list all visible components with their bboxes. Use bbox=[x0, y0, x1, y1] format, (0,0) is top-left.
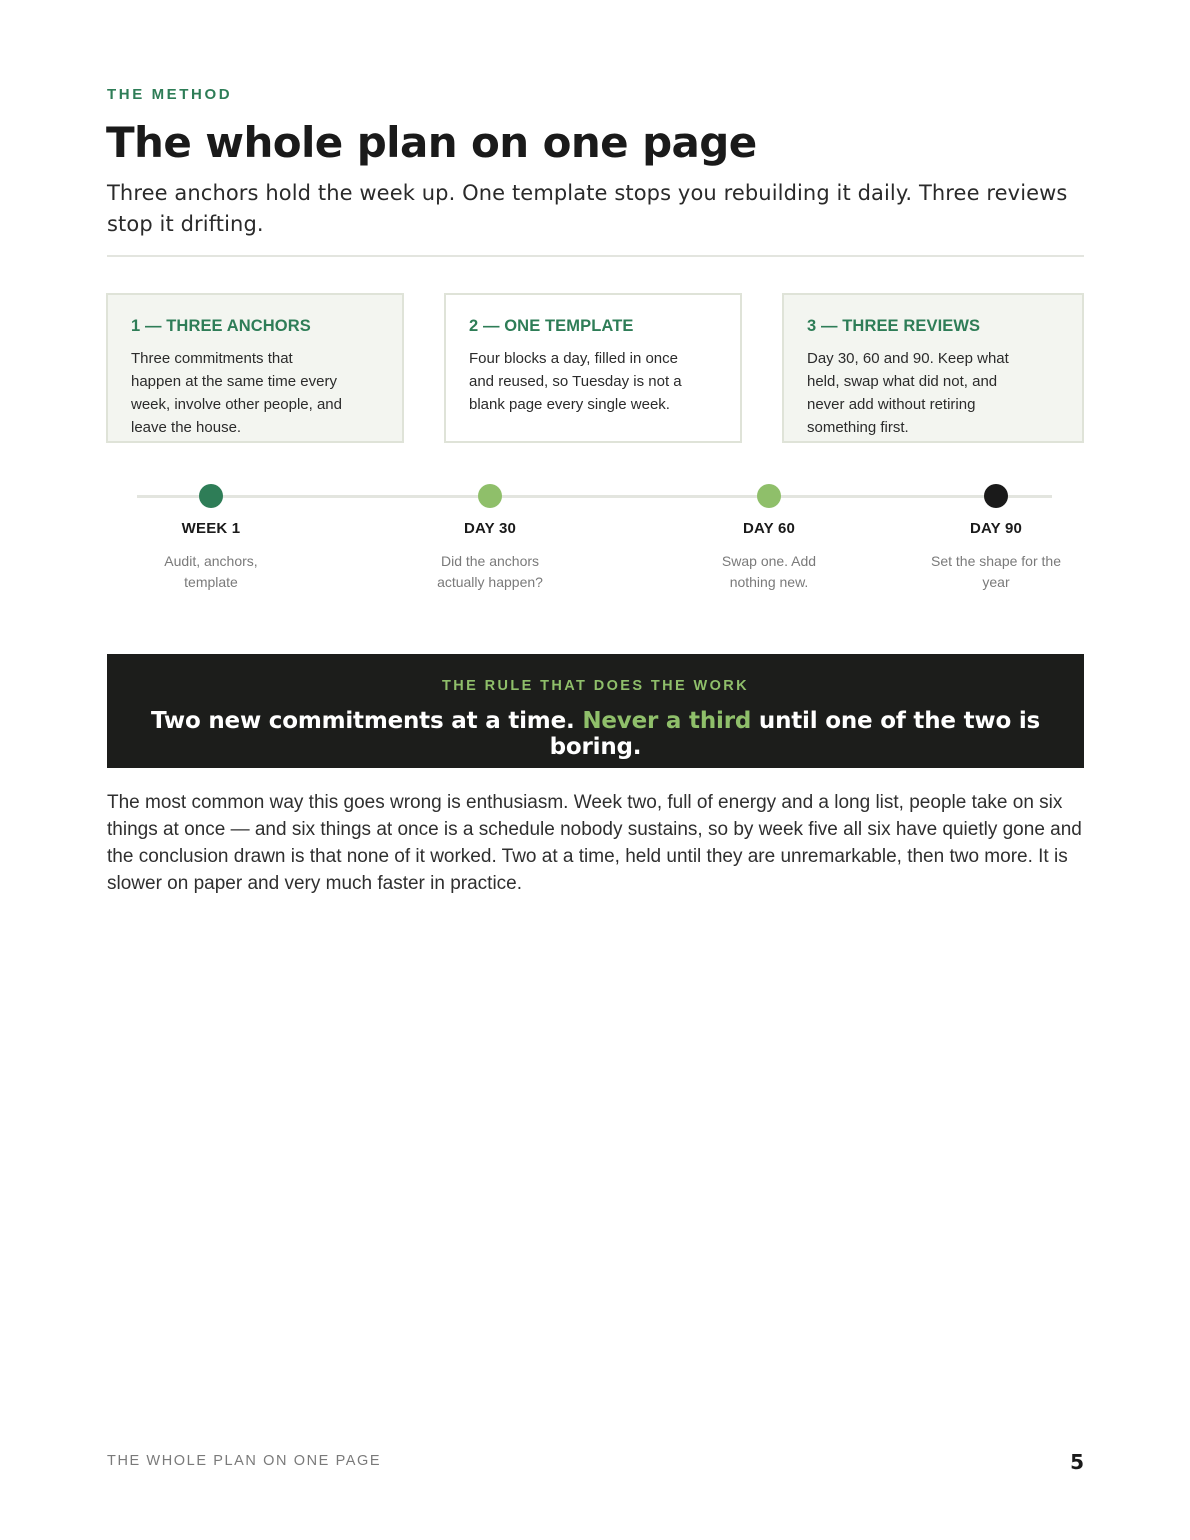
milestone-day-60 bbox=[679, 470, 859, 593]
body-paragraph: The most common way this goes wrong is enthusiasm. Week two, full of energy and a long list, people take on six things at once — and six things at once is a schedule nobody sustains, so by week five all six have quietly gone and the conclusion drawn is that none of it worked. Two at a time, held until they are unremarkable, then two more. It is slower on paper and very much faster in practice. bbox=[107, 792, 1082, 894]
card-title: 3 — THREE REVIEWS bbox=[807, 317, 981, 335]
milestone-week-1 bbox=[121, 470, 301, 593]
card-title: 2 — ONE TEMPLATE bbox=[469, 317, 634, 335]
card-body: Day 30, 60 and 90. Keep what held, swap what did not, and never add without retiring something first. bbox=[807, 350, 1009, 436]
callout-text-after: until one of the two is boring. bbox=[549, 708, 1041, 760]
milestone-dot bbox=[478, 484, 502, 508]
rule-callout bbox=[107, 654, 1084, 768]
card-three-anchors bbox=[106, 293, 404, 443]
milestone-label: WEEK 1 bbox=[181, 520, 241, 537]
milestone-description: Audit, anchors, template bbox=[164, 553, 258, 590]
eyebrow-label: THE METHOD bbox=[107, 86, 233, 103]
milestone-dot bbox=[757, 484, 781, 508]
callout-highlight: Never a third bbox=[582, 708, 752, 734]
milestone-dot bbox=[984, 484, 1008, 508]
footer-running-title: THE WHOLE PLAN ON ONE PAGE bbox=[107, 1453, 382, 1469]
callout-kicker: THE RULE THAT DOES THE WORK bbox=[442, 678, 749, 694]
timeline bbox=[0, 470, 1190, 610]
callout-text-before: Two new commitments at a time. bbox=[150, 708, 583, 734]
page-title: The whole plan on one page bbox=[106, 118, 757, 167]
card-body: Three commitments that happen at the same time every week, involve other people, and leave the house. bbox=[131, 350, 342, 436]
milestone-day-90 bbox=[906, 470, 1086, 593]
card-body: Four blocks a day, filled in once and reused, so Tuesday is not a blank page every single week. bbox=[469, 350, 682, 413]
divider bbox=[107, 255, 1084, 257]
card-title: 1 — THREE ANCHORS bbox=[131, 317, 311, 335]
milestone-description: Did the anchors actually happen? bbox=[437, 553, 543, 590]
callout-text bbox=[107, 708, 1084, 760]
milestone-label: DAY 60 bbox=[742, 520, 796, 537]
milestone-dot bbox=[199, 484, 223, 508]
milestone-description: Swap one. Add nothing new. bbox=[721, 553, 817, 590]
page-subtitle: Three anchors hold the week up. One template stops you rebuilding it daily. Three reviews stop it drifting. bbox=[107, 181, 1068, 236]
milestone-description: Set the shape for the year bbox=[931, 553, 1061, 590]
page-number: 5 bbox=[1070, 1450, 1084, 1474]
card-three-reviews bbox=[782, 293, 1084, 443]
milestone-day-30 bbox=[400, 470, 580, 593]
milestone-label: DAY 90 bbox=[969, 520, 1023, 537]
card-one-template bbox=[444, 293, 742, 443]
milestone-label: DAY 30 bbox=[463, 520, 517, 537]
